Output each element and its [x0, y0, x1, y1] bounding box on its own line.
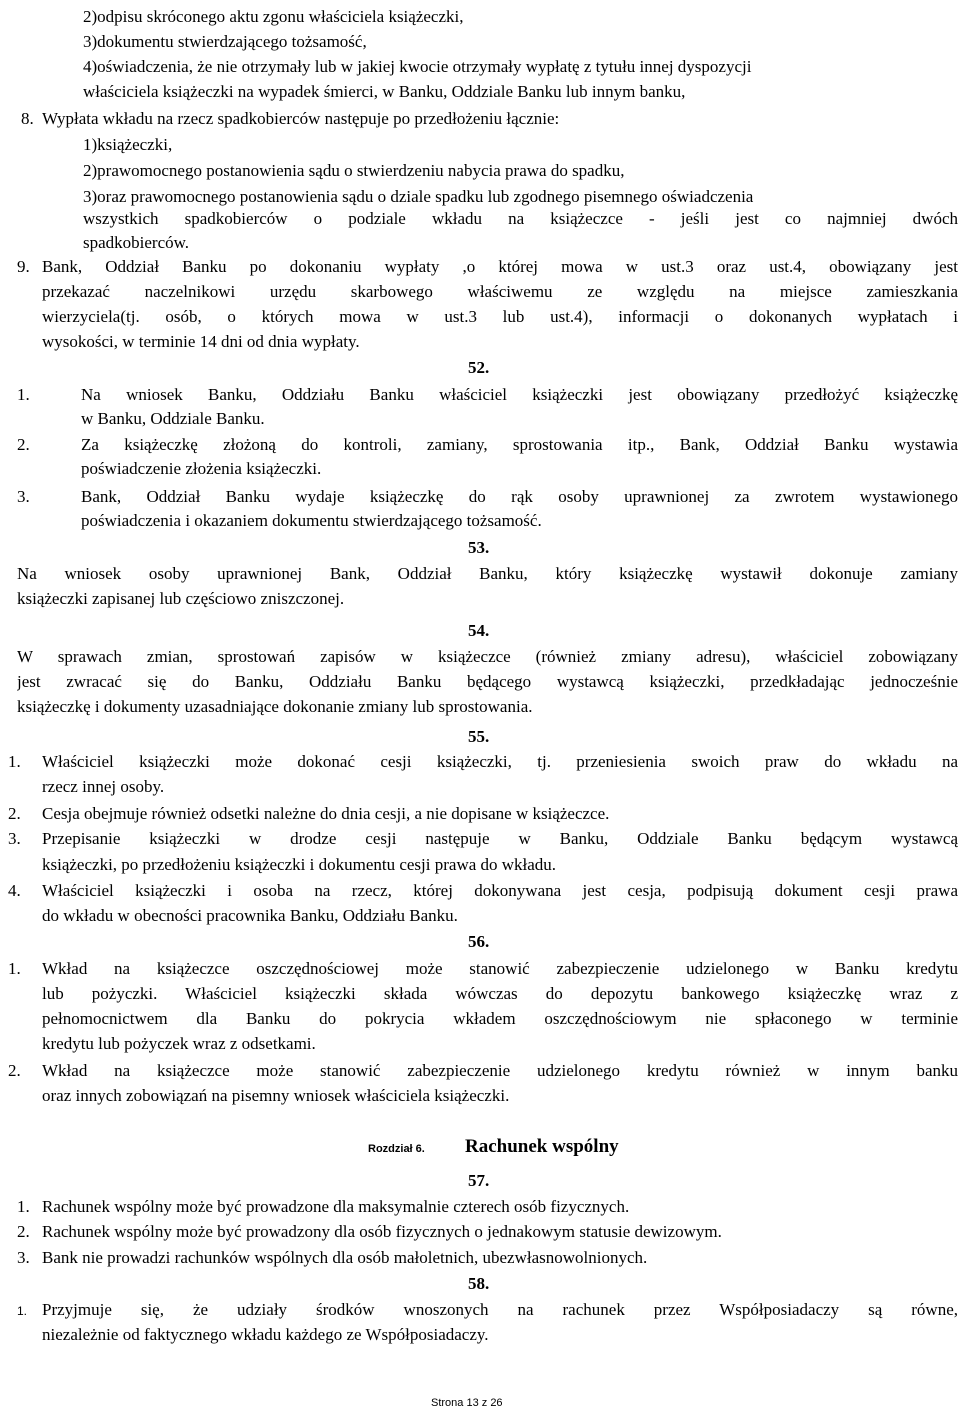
paragraph-line: Przepisanie książeczki w drodze cesji następuje w Banku, Oddziale Banku będącym wystawcą: [42, 829, 958, 848]
paragraph-line: Bank, Oddział Banku wydaje książeczkę do rąk osoby uprawnionej za zwrotem wystawionego: [81, 487, 958, 506]
paragraph-line: Bank nie prowadzi rachunków wspólnych dla osób małoletnich, ubezwłasnowolnionych.: [42, 1248, 648, 1267]
section-title: 55.: [468, 727, 490, 746]
paragraph-line: lub pożyczki. Właściciel książeczki składa wówczas do depozytu bankowego książeczkę wraz z: [42, 984, 958, 1003]
item-number: 1.: [8, 959, 21, 978]
chapter-title: Rachunek wspólny: [465, 1136, 619, 1157]
paragraph-line: wierzyciela(tj. osób, o których mowa w ust.3 lub ust.4), informacji o dokonanych wypłatach i: [42, 307, 958, 326]
paragraph-line: książeczki zapisanej lub częściowo zniszczonej.: [17, 589, 345, 608]
paragraph-line: Wypłata wkładu na rzecz spadkobierców następuje po przedłożeniu łącznie:: [42, 109, 560, 128]
paragraph-line: niezależnie od faktycznego wkładu każdego ze Współposiadaczy.: [42, 1325, 489, 1344]
item-number: 8.: [21, 109, 34, 128]
section-title: 54.: [468, 621, 490, 640]
item-number: 4.: [8, 881, 21, 900]
paragraph-line: jest zwracać się do Banku, Oddziału Banku będącego wystawcą książeczki, przedkładając jednocześnie: [17, 672, 958, 691]
paragraph-line: Właściciel książeczki może dokonać cesji książeczki, tj. przeniesienia swoich praw do wkładu na: [42, 752, 958, 771]
list-item: 4)oświadczenia, że nie otrzymały lub w jakiej kwocie otrzymały wypłatę z tytułu innej dyspozycji: [83, 57, 752, 76]
paragraph-line: Za książeczkę złożoną do kontroli, zamiany, sprostowania itp., Bank, Oddział Banku wystawia: [81, 435, 958, 454]
item-number: 1.: [17, 385, 30, 404]
page-number: Strona 13 z 26: [431, 1397, 503, 1409]
item-number: 1.: [17, 1197, 30, 1216]
paragraph-line: poświadczenie złożenia książeczki.: [81, 459, 322, 478]
paragraph-line: Na wniosek Banku, Oddziału Banku właściciel książeczki jest obowiązany przedłożyć książeczkę: [81, 385, 958, 404]
item-number: 2.: [8, 804, 21, 823]
list-item: 1)książeczki,: [83, 135, 173, 154]
item-number: 3.: [8, 829, 21, 848]
item-number: 2.: [17, 1222, 30, 1241]
section-title: 56.: [468, 932, 490, 951]
item-number: 3.: [17, 1248, 30, 1267]
paragraph-line: kredytu lub pożyczek wraz z odsetkami.: [42, 1034, 316, 1053]
paragraph-line: w Banku, Oddziale Banku.: [81, 409, 265, 428]
paragraph-line: pełnomocnictwem dla Banku do pokrycia wkładem oszczędnościowym nie spłaconego w terminie: [42, 1009, 958, 1028]
paragraph-line: Wkład na książeczce może stanowić zabezpieczenie udzielonego kredytu również w innym banku: [42, 1061, 958, 1080]
section-title: 58.: [468, 1274, 490, 1293]
list-item: właściciela książeczki na wypadek śmierci, w Banku, Oddziale Banku lub innym banku,: [83, 82, 686, 101]
paragraph-line: poświadczenia i okazaniem dokumentu stwierdzającego tożsamość.: [81, 511, 542, 530]
paragraph-line: wysokości, w terminie 14 dni od dnia wypłaty.: [42, 332, 360, 351]
item-number: 1.: [8, 752, 21, 771]
section-title: 52.: [468, 358, 490, 377]
list-item: 3)oraz prawomocnego postanowienia sądu o dziale spadku lub zgodnego pisemnego oświadczenia: [83, 187, 754, 206]
item-number: 3.: [17, 487, 30, 506]
paragraph-line: książeczki, po przedłożeniu książeczki i dokumentu cesji prawa do wkładu.: [42, 855, 557, 874]
paragraph-line: przekazać naczelnikowi urzędu skarbowego właściwemu ze względu na miejsce zamieszkania: [42, 282, 958, 301]
paragraph-line: wszystkich spadkobierców o podziale wkładu na książeczce - jeśli jest co najmniej dwóch: [83, 209, 958, 228]
paragraph-line: Wkład na książeczce oszczędnościowej może stanowić zabezpieczenie udzielonego w Banku kredytu: [42, 959, 958, 978]
list-item: 2)prawomocnego postanowienia sądu o stwierdzeniu nabycia prawa do spadku,: [83, 161, 625, 180]
paragraph-line: rzecz innej osoby.: [42, 777, 165, 796]
paragraph-line: oraz innych zobowiązań na pisemny wniosek właściciela książeczki.: [42, 1086, 510, 1105]
item-number: 2.: [8, 1061, 21, 1080]
paragraph-line: Bank, Oddział Banku po dokonaniu wypłaty ,o której mowa w ust.3 oraz ust.4, obowiązany jest: [42, 257, 958, 276]
paragraph-line: Właściciel książeczki i osoba na rzecz, której dokonywana jest cesja, podpisują dokument cesji prawa: [42, 881, 958, 900]
item-number: 2.: [17, 435, 30, 454]
section-title: 57.: [468, 1171, 490, 1190]
paragraph-line: do wkładu w obecności pracownika Banku, Oddziału Banku.: [42, 906, 458, 925]
paragraph-line: książeczkę i dokumenty uzasadniające dokonanie zmiany lub sprostowania.: [17, 697, 533, 716]
paragraph-line: Na wniosek osoby uprawnionej Bank, Oddział Banku, który książeczkę wystawił dokonuje zamiany: [17, 564, 958, 583]
paragraph-line: Rachunek wspólny może być prowadzony dla osób fizycznych o jednakowym statusie dewizowym.: [42, 1222, 722, 1241]
paragraph-line: W sprawach zmian, sprostowań zapisów w książeczce (również zmiany adresu), właściciel zobowiązany: [17, 647, 958, 666]
item-number: 9.: [17, 257, 30, 276]
paragraph-line: spadkobierców.: [83, 233, 190, 252]
list-item: 3)dokumentu stwierdzającego tożsamość,: [83, 32, 367, 51]
paragraph-line: Przyjmuje się, że udziały środków wnoszonych na rachunek przez Współposiadaczy są równe,: [42, 1300, 958, 1319]
item-number: 1.: [17, 1304, 28, 1318]
paragraph-line: Rachunek wspólny może być prowadzone dla maksymalnie czterech osób fizycznych.: [42, 1197, 630, 1216]
list-item: 2)odpisu skróconego aktu zgonu właściciela książeczki,: [83, 7, 464, 26]
chapter-label: Rozdział 6.: [368, 1143, 425, 1155]
paragraph-line: Cesja obejmuje również odsetki należne do dnia cesji, a nie dopisane w książeczce.: [42, 804, 610, 823]
section-title: 53.: [468, 538, 490, 557]
